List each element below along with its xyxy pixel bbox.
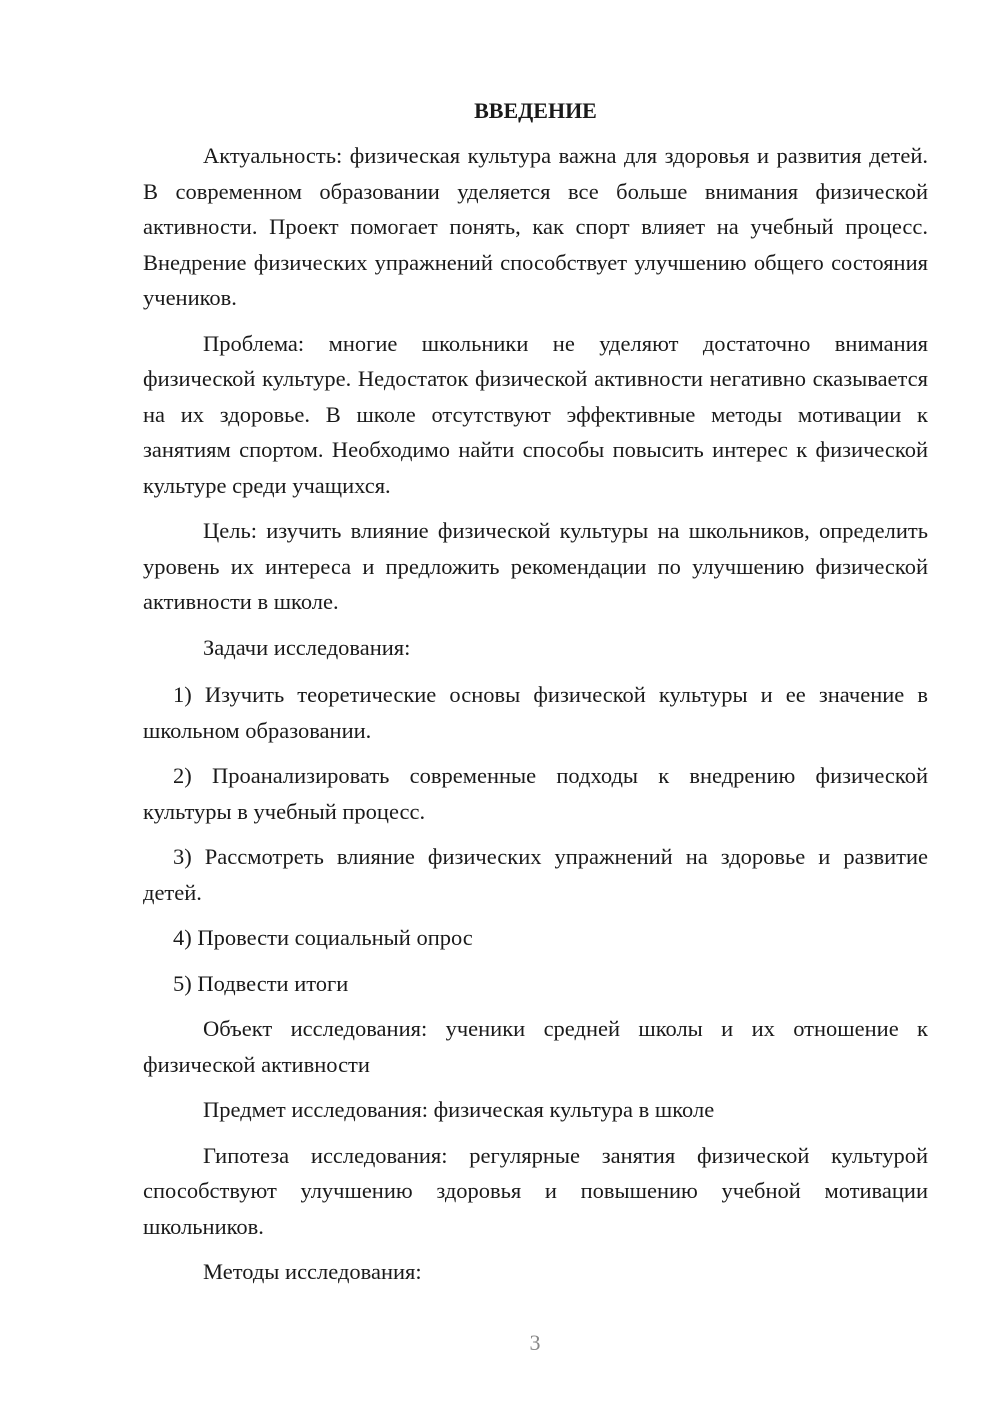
object-paragraph: Объект исследования: ученики средней школы и их отношение к физической активности xyxy=(143,1016,928,1077)
goal-paragraph: Цель: изучить влияние физической культуры на школьников, определить уровень их интереса и предложить рекомендации по улучшению физической активности в школе. xyxy=(143,518,928,614)
task-item-5: 5) Подвести итоги xyxy=(173,970,349,996)
hypothesis-paragraph: Гипотеза исследования: регулярные занятия физической культурой способствуют улучшению здоровья и повышению учебной мотивации школьников. xyxy=(143,1142,928,1239)
methods-heading: Методы исследования: xyxy=(203,1259,422,1284)
problem-paragraph: Проблема: многие школьники не уделяют достаточно внимания физической культуре. Недостаток физической активности негативно сказывается на их здоровье. В школе отсутствуют эффективные методы мотивации к занятиям спортом. Необходимо найти способы повысить интерес к физической культуре среди учащихся. xyxy=(143,330,928,498)
relevance-paragraph: Актуальность: физическая культура важна для здоровья и развития детей. В современном образовании уделяется все больше внимания физической активности. Проект помогает понять, как спорт влияет на учебный процесс. Внедрение физических упражнений способствует улучшению общего состояния учеников. xyxy=(143,143,928,310)
page-title: ВВЕДЕНИЕ xyxy=(474,98,597,123)
page-number: 3 xyxy=(529,1330,541,1355)
task-item-1: 1) Изучить теоретические основы физической культуры и ее значение в школьном образовании. xyxy=(143,682,928,743)
task-item-3: 3) Рассмотреть влияние физических упражнений на здоровье и развитие детей. xyxy=(143,844,928,905)
tasks-heading: Задачи исследования: xyxy=(203,634,411,660)
task-item-4: 4) Провести социальный опрос xyxy=(173,925,473,950)
document-page xyxy=(143,96,928,1300)
task-item-2: 2) Проанализировать современные подходы к внедрению физической культуры в учебный процесс. xyxy=(143,763,928,824)
subject-paragraph: Предмет исследования: физическая культура в школе xyxy=(203,1097,715,1122)
